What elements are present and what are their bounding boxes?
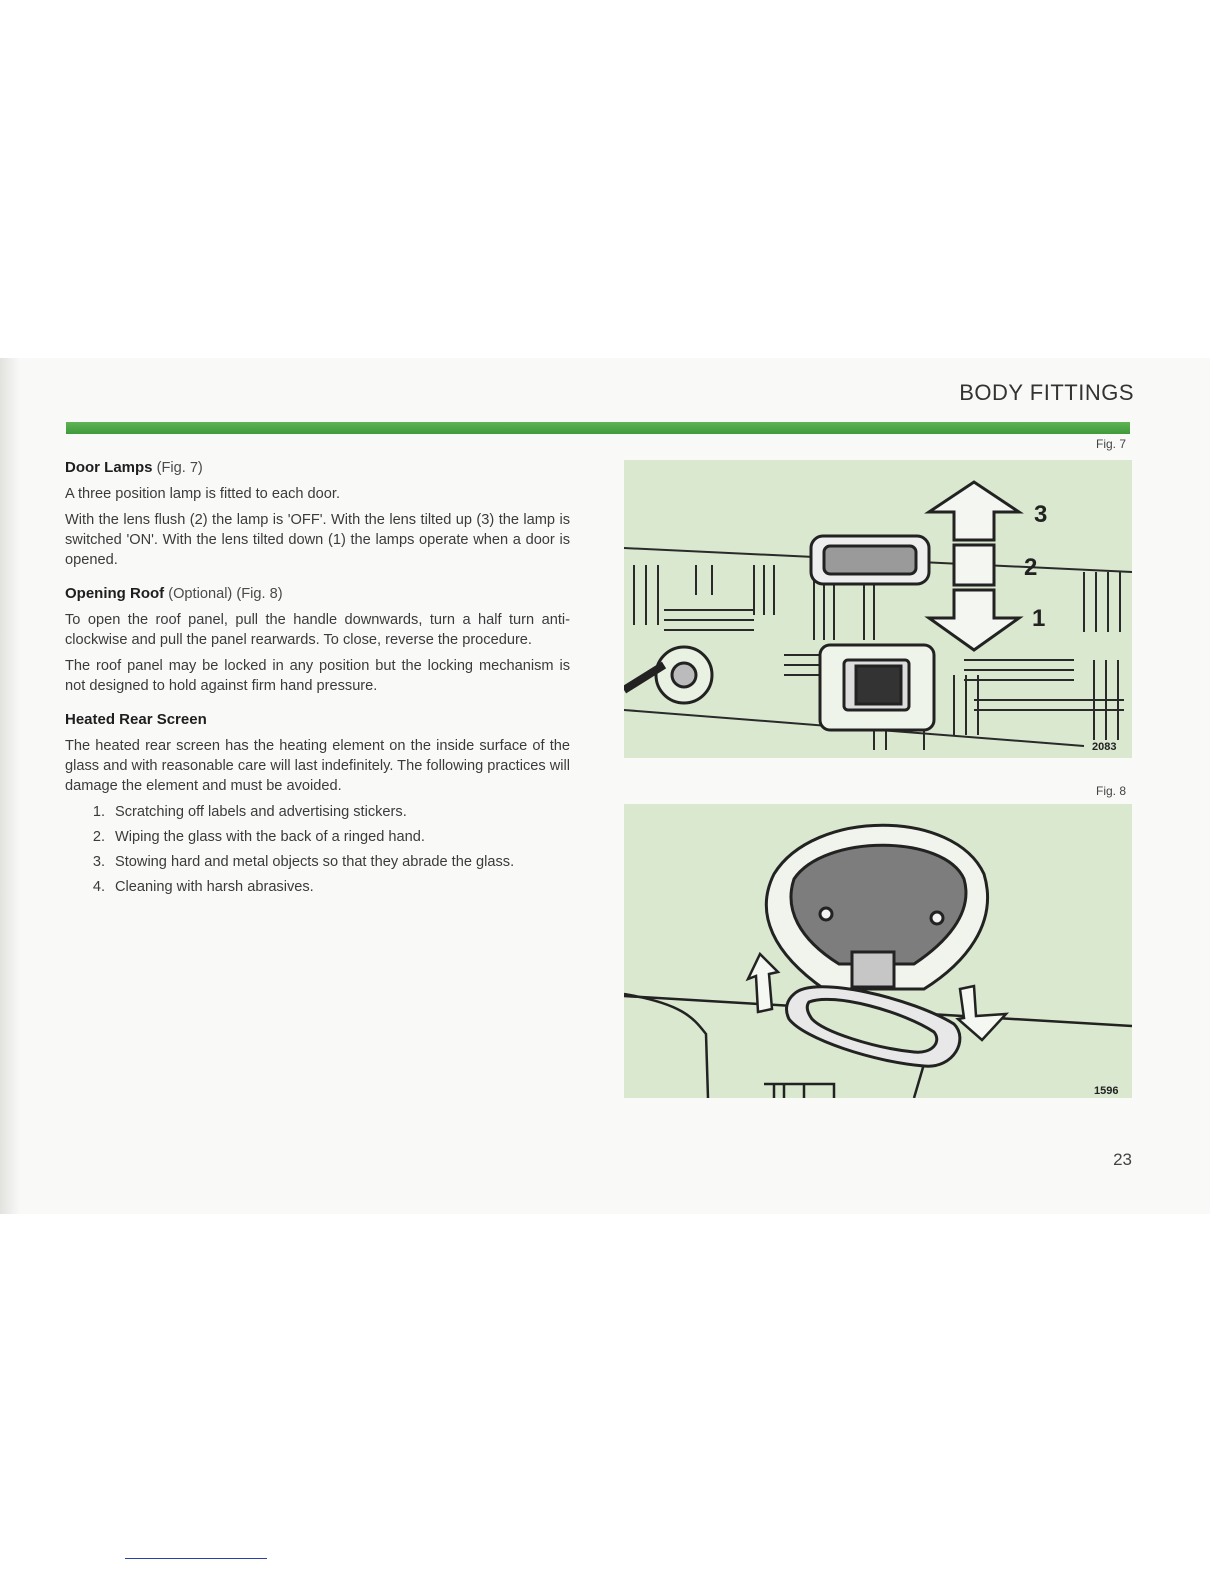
door-lamps-fig-ref: (Fig. 7) — [156, 460, 203, 476]
heated-rear-screen-para: The heated rear screen has the heating element on the inside surface of the glass and with reasonable care will last indefinitely. The following practices will damage the element and must be avoided. — [65, 738, 570, 794]
heated-rear-screen-heading-line — [65, 710, 570, 730]
fig8-label: Fig. 8 — [1096, 784, 1127, 798]
section-title: BODY FITTINGS — [959, 380, 1134, 405]
list-item-number: 2. — [92, 829, 105, 845]
switch-housing-icon — [820, 645, 934, 730]
footer-line — [125, 1558, 267, 1559]
fig8-code: 1596 — [1094, 1085, 1119, 1097]
door-lamps-para-1: A three position lamp is fitted to each door. — [65, 486, 341, 502]
heated-rear-screen-heading: Heated Rear Screen — [65, 711, 207, 728]
opening-roof-heading-line — [65, 584, 570, 604]
damage-practices-list — [65, 802, 570, 897]
fig7-label: Fig. 7 — [1096, 437, 1127, 451]
list-item-number: 1. — [92, 804, 105, 820]
manual-page — [0, 358, 1210, 1214]
list-item-text: Stowing hard and metal objects so that they abrade the glass. — [115, 854, 515, 870]
fig7-door-lamp-illustration — [624, 460, 1132, 758]
door-lamp-drawing — [624, 460, 1132, 758]
page-edge-shadow — [0, 358, 20, 1214]
list-item-text: Scratching off labels and advertising stickers. — [115, 804, 407, 820]
list-item-number: 4. — [92, 879, 105, 895]
fig8-opening-roof-illustration — [624, 804, 1132, 1098]
opening-roof-fig-ref: (Optional) (Fig. 8) — [168, 586, 283, 602]
list-item — [65, 877, 570, 897]
text-column — [65, 458, 570, 911]
opening-roof-para-2: The roof panel may be locked in any position but the locking mechanism is not designed to hold against firm hand pressure. — [65, 658, 570, 694]
list-item-text: Cleaning with harsh abrasives. — [115, 879, 314, 895]
section-rule — [66, 422, 1130, 434]
callout-3: 3 — [1034, 501, 1048, 528]
opening-roof-para-1: To open the roof panel, pull the handle downwards, turn a half turn anti-clockwise and pull the panel rearwards. To close, reverse the procedure. — [65, 612, 570, 648]
list-item — [65, 802, 570, 822]
fig7-code: 2083 — [1092, 741, 1117, 753]
page-number: 23 — [1113, 1150, 1132, 1169]
window-crank-icon — [624, 647, 712, 703]
door-lamps-heading-line — [65, 458, 570, 478]
callout-2: 2 — [1024, 554, 1038, 581]
door-lamps-heading: Door Lamps — [65, 459, 153, 476]
list-item — [65, 852, 570, 872]
callout-1: 1 — [1032, 605, 1046, 632]
opening-roof-heading: Opening Roof — [65, 585, 165, 602]
list-item — [65, 827, 570, 847]
roof-handle-drawing — [624, 804, 1132, 1098]
door-lamps-para-2: With the lens flush (2) the lamp is 'OFF'. With the lens tilted up (3) the lamp is switched 'ON'. With the lens tilted down (1) the lamps operate when a door is opened. — [65, 512, 570, 568]
list-item-number: 3. — [92, 854, 105, 870]
door-lamp-lens-icon — [811, 536, 929, 584]
opening-roof-section — [65, 584, 570, 696]
door-lamps-section — [65, 458, 570, 570]
list-item-text: Wiping the glass with the back of a ringed hand. — [115, 829, 425, 845]
heated-rear-screen-section — [65, 710, 570, 897]
